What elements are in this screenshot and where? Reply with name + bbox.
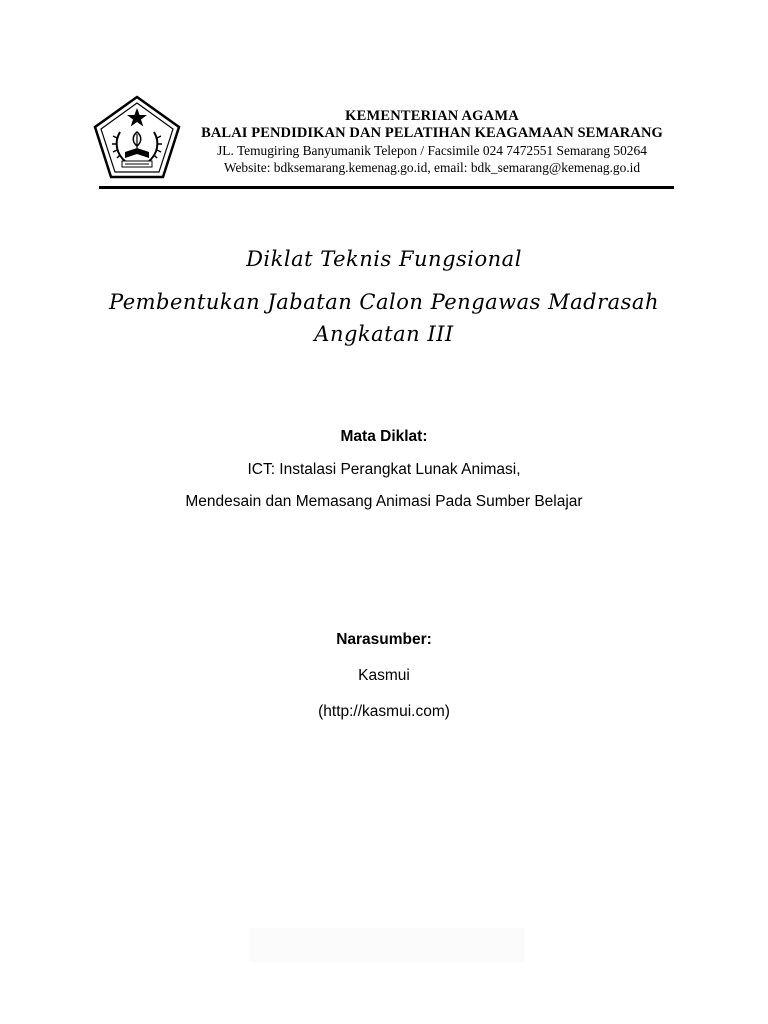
kemenag-emblem-icon — [92, 94, 182, 180]
speaker-name: Kasmui — [358, 667, 410, 684]
subject-line-1: ICT: Instalasi Perangkat Lunak Animasi, — [247, 461, 521, 478]
letterhead-divider — [99, 186, 674, 189]
title-line-1: Diklat Teknis Fungsional — [246, 247, 522, 271]
speaker-website: (http://kasmui.com) — [318, 703, 450, 720]
letterhead-text — [188, 108, 676, 176]
subject-line-2: Mendesain dan Memasang Animasi Pada Sumber Belajar — [185, 493, 583, 510]
institution-name: BALAI PENDIDIKAN DAN PELATIHAN KEAGAMAAN SEMARANG — [201, 125, 663, 141]
letterhead — [88, 88, 676, 188]
ministry-name: KEMENTERIAN AGAMA — [345, 108, 519, 124]
title-line-3: Angkatan III — [314, 322, 454, 346]
footer-placeholder — [250, 928, 525, 962]
speaker-label: Narasumber: — [336, 631, 432, 648]
title-line-2: Pembentukan Jabatan Calon Pengawas Madrasah — [109, 290, 659, 314]
subject-label: Mata Diklat: — [340, 428, 428, 445]
contact-line: Website: bdksemarang.kemenag.go.id, email: bdk_semarang@kemenag.go.id — [223, 160, 641, 175]
address-line: JL. Temugiring Banyumanik Telepon / Facsimile 024 7472551 Semarang 50264 — [217, 143, 647, 158]
